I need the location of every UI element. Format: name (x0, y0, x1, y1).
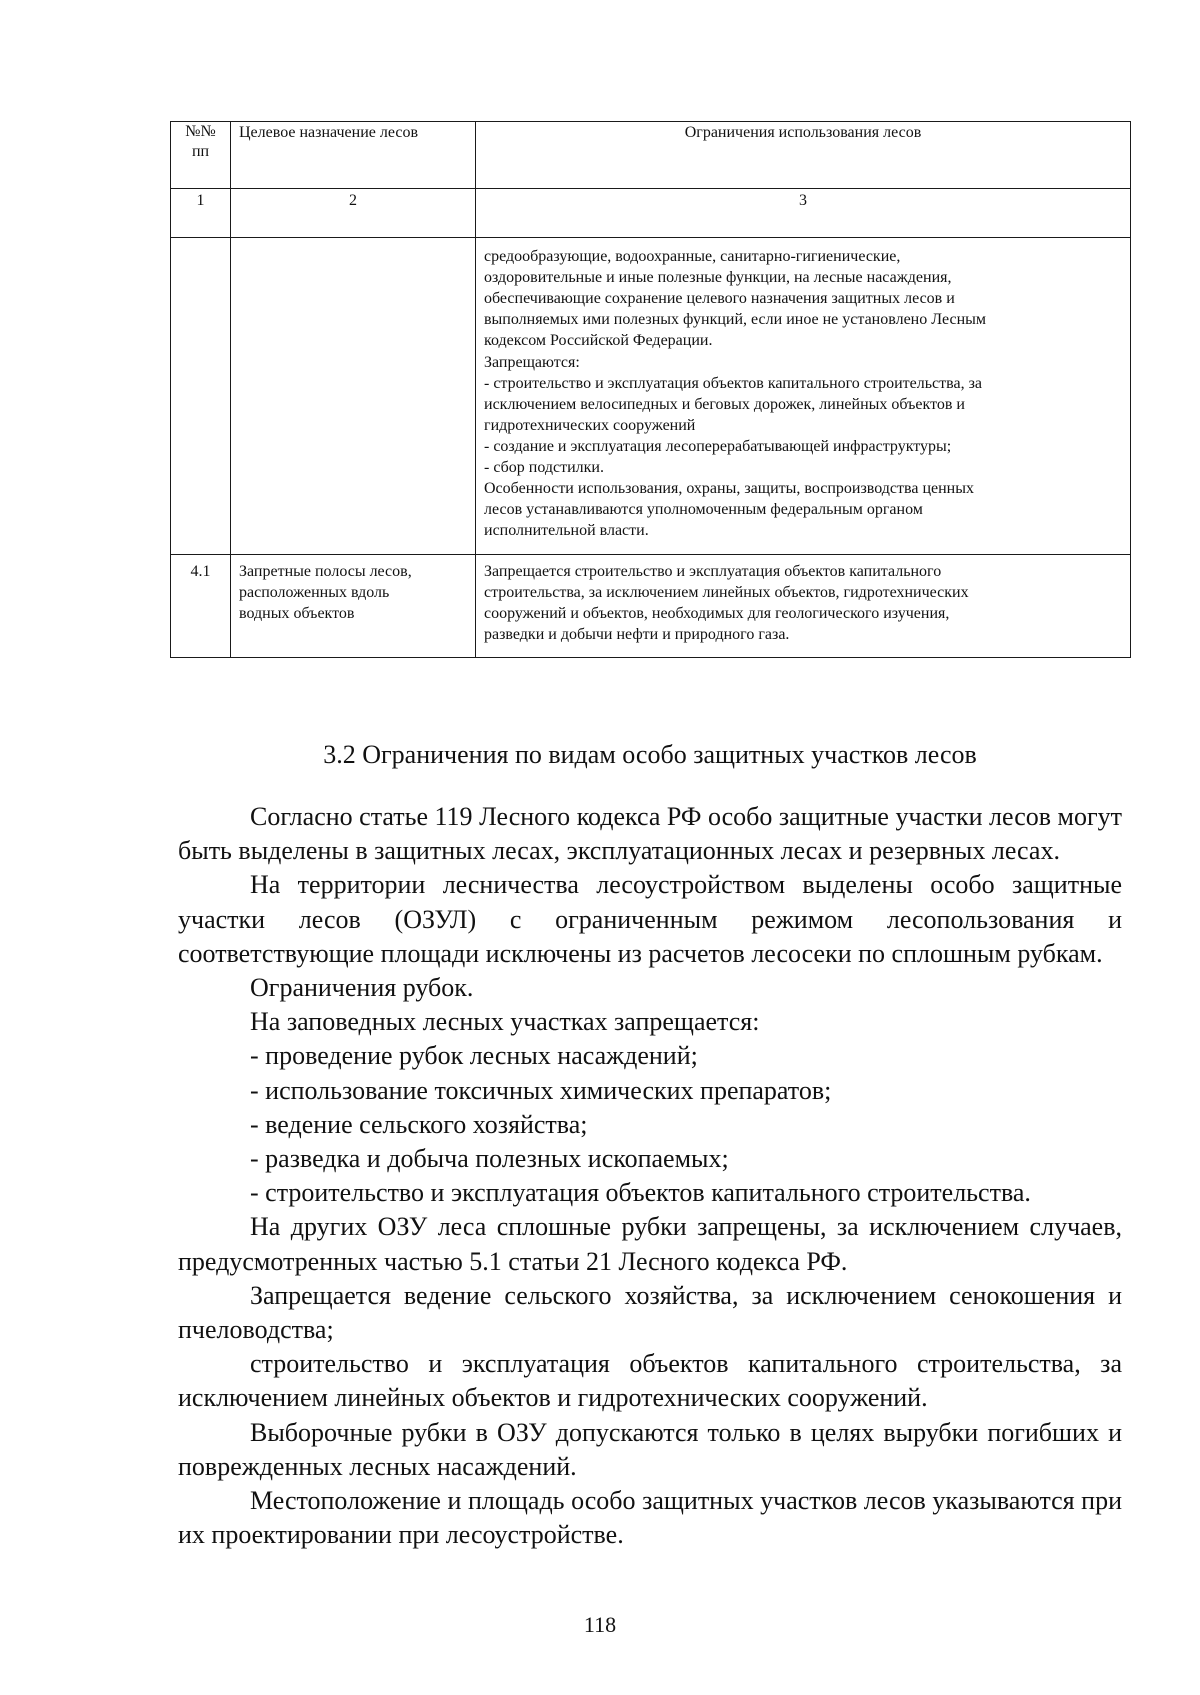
restriction-line: Запрещается строительство и эксплуатация объектов капитального (484, 562, 942, 580)
restriction-line: - создание и эксплуатация лесоперерабатывающей инфраструктуры; (484, 437, 952, 455)
restriction-line: лесов устанавливаются уполномоченным федеральным органом (484, 501, 923, 519)
header-number: №№ пп (171, 122, 231, 189)
page-number: 118 (583, 1612, 617, 1637)
restriction-line: обеспечивающие сохранение целевого назначения защитных лесов и (484, 290, 955, 308)
table-header-row (171, 122, 1131, 189)
paragraph: строительство и эксплуатация объектов капитального строительства, за исключением линейных объектов и гидротехнических сооружений. (178, 1349, 1122, 1413)
restriction-line: исполнительной власти. (484, 522, 649, 540)
paragraph: Согласно статье 119 Лесного кодекса РФ особо защитные участки лесов могут быть выделены в защитных лесах, эксплуатационных лесах и резервных лесах. (178, 802, 1122, 866)
list-item: - строительство и эксплуатация объектов капитального строительства. (250, 1178, 1031, 1208)
row-restrictions-cell (476, 554, 1131, 657)
restriction-line: сооружений и объектов, необходимых для геологического изучения, (484, 604, 950, 622)
purpose-line: расположенных вдоль (239, 583, 390, 601)
purpose-line: водных объектов (239, 604, 355, 622)
body-text (178, 800, 1122, 1552)
paragraph: Ограничения рубок. (250, 973, 474, 1003)
restriction-line: Запрещаются: (484, 353, 580, 371)
list-item: - ведение сельского хозяйства; (250, 1109, 588, 1139)
restriction-line: выполняемых ими полезных функций, если иное не установлено Лесным (484, 311, 987, 329)
restriction-line: исключением велосипедных и беговых дорожек, линейных объектов и (484, 395, 965, 413)
purpose-line: Запретные полосы лесов, (239, 562, 412, 580)
column-number-1: 1 (171, 189, 231, 238)
paragraph: На других ОЗУ леса сплошные рубки запрещены, за исключением случаев, предусмотренных частью 5.1 статьи 21 Лесного кодекса РФ. (178, 1212, 1122, 1276)
paragraph: На заповедных лесных участках запрещается: (250, 1007, 760, 1037)
table-row (171, 554, 1131, 657)
table-row (171, 238, 1131, 555)
row-purpose-cell (231, 554, 476, 657)
forest-restrictions-table (170, 121, 1131, 658)
row-number-cell: 4.1 (171, 554, 231, 657)
restriction-line: средообразующие, водоохранные, санитарно-гигиенические, (484, 248, 901, 265)
restriction-line: Особенности использования, охраны, защиты, воспроизводства ценных (484, 480, 974, 498)
restriction-line: строительства, за исключением линейных объектов, гидротехнических (484, 583, 969, 601)
header-forest-restrictions: Ограничения использования лесов (476, 122, 1131, 189)
column-number-3: 3 (476, 189, 1131, 238)
row-restrictions-cell (476, 238, 1131, 555)
paragraph: Выборочные рубки в ОЗУ допускаются только в целях вырубки погибших и поврежденных лесных насаждений. (178, 1417, 1122, 1481)
list-item: - проведение рубок лесных насаждений; (250, 1041, 698, 1071)
paragraph: Местоположение и площадь особо защитных участков лесов указываются при их проектировании при лесоустройстве. (178, 1486, 1122, 1550)
restriction-line: - сбор подстилки. (484, 459, 604, 477)
section-title: 3.2 Ограничения по видам особо защитных участков лесов (323, 740, 977, 769)
column-number-2: 2 (231, 189, 476, 238)
header-forest-purpose: Целевое назначение лесов (231, 122, 476, 189)
restriction-line: разведки и добычи нефти и природного газа. (484, 625, 790, 643)
paragraph: На территории лесничества лесоустройством выделены особо защитные участки лесов (ОЗУЛ) с ограниченным режимом лесопользования и соответствующие площади исключены из расчетов лесосеки по сплошным рубкам. (178, 870, 1122, 968)
restriction-line: гидротехнических сооружений (484, 416, 696, 434)
restriction-line: оздоровительные и иные полезные функции, на лесные насаждения, (484, 269, 952, 287)
row-purpose-cell (231, 238, 476, 555)
list-item: - использование токсичных химических препаратов; (250, 1075, 832, 1105)
restriction-line: кодексом Российской Федерации. (484, 332, 713, 350)
list-item: - разведка и добыча полезных ископаемых; (250, 1144, 729, 1174)
paragraph: Запрещается ведение сельского хозяйства, за исключением сенокошения и пчеловодства; (178, 1280, 1122, 1345)
table-column-numbers-row (171, 189, 1131, 238)
restriction-line: - строительство и эксплуатация объектов капитального строительства, за (484, 374, 982, 392)
row-number-cell (171, 238, 231, 555)
